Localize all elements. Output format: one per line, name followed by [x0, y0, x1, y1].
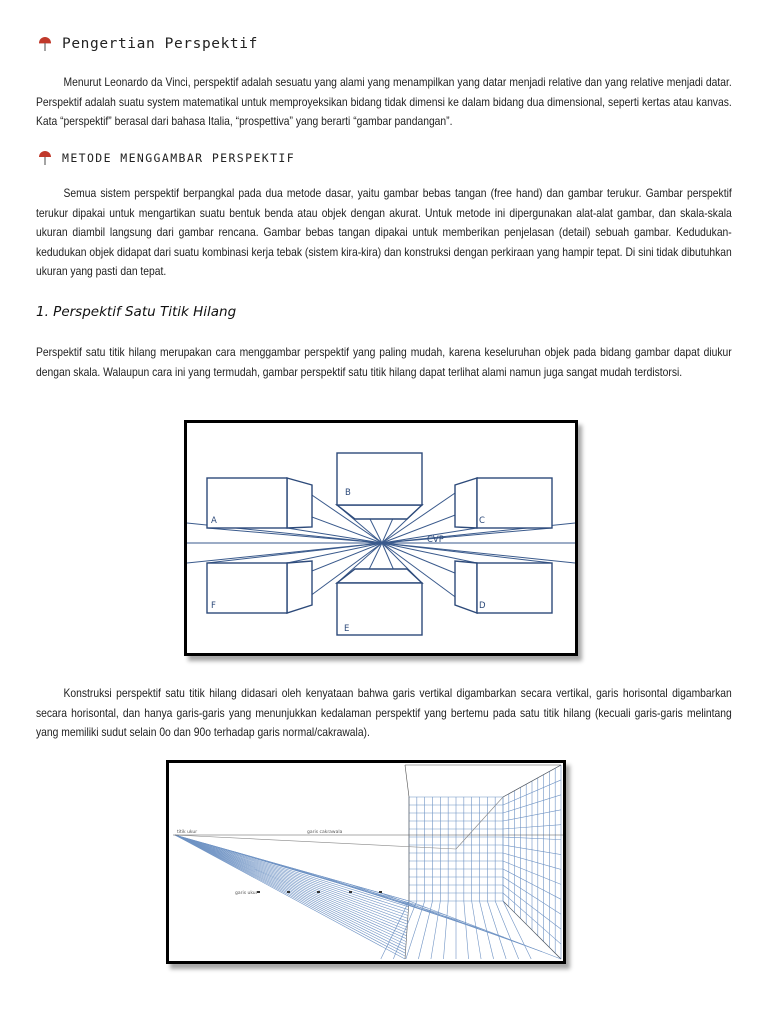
measure-dot — [287, 891, 290, 893]
grid-line — [175, 835, 406, 945]
heading-text: METODE MENGGAMBAR PERSPEKTIF — [62, 151, 296, 165]
grid-line — [175, 835, 408, 910]
label-c: C — [479, 516, 485, 526]
grid-line — [380, 893, 542, 952]
subheading-satu-titik-hilang: 1. Perspektif Satu Titik Hilang — [36, 304, 237, 320]
label-garis-ukur: garis ukur — [235, 891, 258, 896]
box-a — [207, 478, 287, 528]
red-pin-bullet-icon — [38, 36, 52, 52]
paragraph-konstruksi — [36, 684, 732, 743]
label-titik-ukur: titik ukur — [177, 830, 198, 835]
paragraph-pengertian — [36, 73, 732, 132]
grid-line — [409, 901, 561, 959]
grid-line — [175, 835, 408, 921]
paragraph-text: Konstruksi perspektif satu titik hilang didasari oleh kenyataan bahwa garis vertikal digambarkan secara vertikal, garis horisontal digambarkan secara horisontal, dan hanya garis-garis yang menunjukkan kedalaman perspektif yang bertemu pada satu titik hilang (kecuali garis-garis melintang yang memiliki sudut selain 0o dan 90o terhadap garis normal/cakrawala). — [36, 686, 732, 739]
grid-line — [175, 835, 407, 936]
grid-line — [175, 835, 405, 956]
box-f — [207, 563, 287, 613]
grid-line — [418, 901, 432, 959]
heading-text: Pengertian Perspektif — [62, 36, 258, 52]
label-b: B — [345, 488, 351, 498]
grid-line — [472, 901, 481, 959]
grid-line — [175, 835, 407, 933]
label-garis-cakrawala: garis cakrawala — [307, 830, 343, 835]
grid-line — [175, 835, 406, 942]
figure-grid-room — [166, 760, 566, 964]
grid-line — [175, 835, 409, 907]
label-f: F — [211, 601, 216, 611]
label-cvp: CVP — [427, 535, 444, 545]
perspective-grid-diagram — [169, 763, 563, 961]
grid-line — [175, 835, 405, 953]
grid-line — [175, 835, 407, 927]
measure-dot — [379, 891, 382, 893]
grid-line — [175, 835, 408, 918]
label-e: E — [344, 624, 350, 634]
grid-line — [175, 835, 408, 913]
box-e — [337, 583, 422, 635]
box-d — [477, 563, 552, 613]
paragraph-satu-titik-intro — [36, 343, 732, 382]
red-pin-bullet-icon — [38, 150, 52, 166]
heading-metode-menggambar — [38, 150, 295, 166]
paragraph-metode — [36, 184, 732, 282]
grid-line — [487, 901, 506, 959]
grid-line — [175, 835, 406, 939]
grid-line — [405, 765, 409, 797]
perspective-boxes-diagram — [187, 423, 575, 653]
grid-line — [175, 835, 408, 916]
grid-line — [175, 835, 405, 959]
label-d: D — [479, 601, 486, 611]
paragraph-text: Menurut Leonardo da Vinci, perspektif adalah sesuatu yang alami yang menampilkan yang datar menjadi relative dan yang relative menjadi datar. Perspektif adalah suatu system matematikal untuk memproyeksikan bidang tidak dimensi ke dalam bidang dua dimensional, seperti kertas atau kanvas. Kata “perspektif” berasal dari bahasa Italia, “prospettiva” yang berarti “gambar pandangan”. — [36, 75, 732, 128]
measure-dot — [317, 891, 320, 893]
heading-pengertian-perspektif — [38, 36, 258, 52]
paragraph-text: Perspektif satu titik hilang merupakan cara menggambar perspektif yang paling mudah, karena keseluruhan objek pada bidang gambar dapat diukur dengan skala. Walaupun cara ini yang termudah, gambar perspektif satu titik hilang dapat terlihat alami namun juga sangat mudah terdistorsi. — [36, 345, 732, 379]
box-c — [477, 478, 552, 528]
grid-line — [175, 835, 407, 930]
measure-dot — [349, 891, 352, 893]
grid-line — [175, 835, 406, 947]
grid-line — [443, 901, 448, 959]
label-a: A — [211, 516, 217, 526]
grid-line — [175, 835, 407, 924]
figure-one-point-boxes — [184, 420, 578, 656]
paragraph-text: Semua sistem perspektif berpangkal pada dua metode dasar, yaitu gambar bebas tangan (free hand) dan gambar terukur. Gambar perspektif terukur dipakai untuk mengartikan suatu bentuk benda atau objek dengan akurat. Untuk metode ini dipergunakan alat-alat gambar, dan skala-skala ukuran diambil langsung dari gambar rencana. Gambar bebas tangan dipakai untuk memberikan penjelasan (detail) sebuah gambar. Kedudukan-kedudukan objek didapat dari suatu kombinasi kerja tebak (sistem kira-kira) dan konstruksi dengan perkiraan yang hampir tepat. Di sini tidak dibutuhkan ukuran yang pasti dan tepat. — [36, 186, 732, 278]
grid-line — [464, 901, 469, 959]
